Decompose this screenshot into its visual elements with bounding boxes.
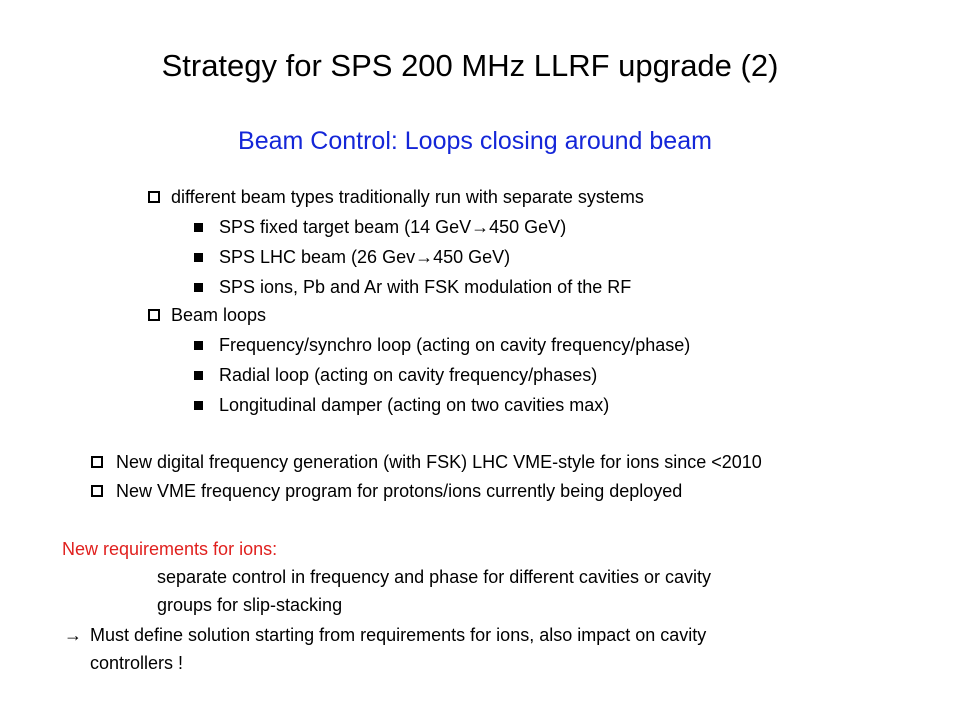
sub-bullet-text: SPS ions, Pb and Ar with FSK modulation of the RF [219,277,632,297]
right-arrow-icon: → [64,625,82,645]
filled-square-bullet-icon [194,401,203,410]
sub-bullet-text: SPS LHC beam (26 Gev→450 GeV) [219,247,511,267]
conclusion-item [64,624,924,646]
sub-bullet-item [192,394,812,416]
filled-square-bullet-icon [194,341,203,350]
bullet-text: New digital frequency generation (with FSK) LHC VME-style for ions since <2010 [116,452,762,472]
filled-square-bullet-icon [194,371,203,380]
slide-subtitle: Beam Control: Loops closing around beam [238,127,712,155]
hollow-square-bullet-icon [148,191,160,203]
bullet-text: New VME frequency program for protons/ions currently being deployed [116,481,683,501]
sub-bullet-item [192,364,812,386]
sub-bullet-text: SPS fixed target beam (14 GeV→450 GeV) [219,217,567,237]
bullet-item [91,451,911,473]
bullet-text: Beam loops [171,305,267,325]
conclusion-text: Must define solution starting from requirements for ions, also impact on cavity [90,625,707,645]
conclusion-text: controllers ! [90,653,184,673]
filled-square-bullet-icon [194,223,203,232]
sub-bullet-item [192,246,812,268]
right-arrow-icon: → [471,217,490,237]
hollow-square-bullet-icon [91,485,103,497]
filled-square-bullet-icon [194,283,203,292]
filled-square-bullet-icon [194,253,203,262]
requirements-body-line: separate control in frequency and phase for different cavities or cavity [157,567,711,587]
requirements-body-line: groups for slip-stacking [157,595,343,615]
hollow-square-bullet-icon [148,309,160,321]
requirements-heading: New requirements for ions: [62,539,278,559]
sub-bullet-item [192,334,812,356]
right-arrow-icon: → [415,247,434,267]
sub-bullet-text: Radial loop (acting on cavity frequency/phases) [219,365,598,385]
slide-title: Strategy for SPS 200 MHz LLRF upgrade (2) [161,48,779,83]
bullet-item [91,480,911,502]
bullet-item [148,304,808,326]
sub-bullet-text: Frequency/synchro loop (acting on cavity frequency/phase) [219,335,691,355]
sub-bullet-text: Longitudinal damper (acting on two cavities max) [219,395,610,415]
hollow-square-bullet-icon [91,456,103,468]
bullet-item [148,186,808,208]
sub-bullet-item [192,216,812,238]
sub-bullet-item [192,276,812,298]
bullet-text: different beam types traditionally run with separate systems [171,187,644,207]
